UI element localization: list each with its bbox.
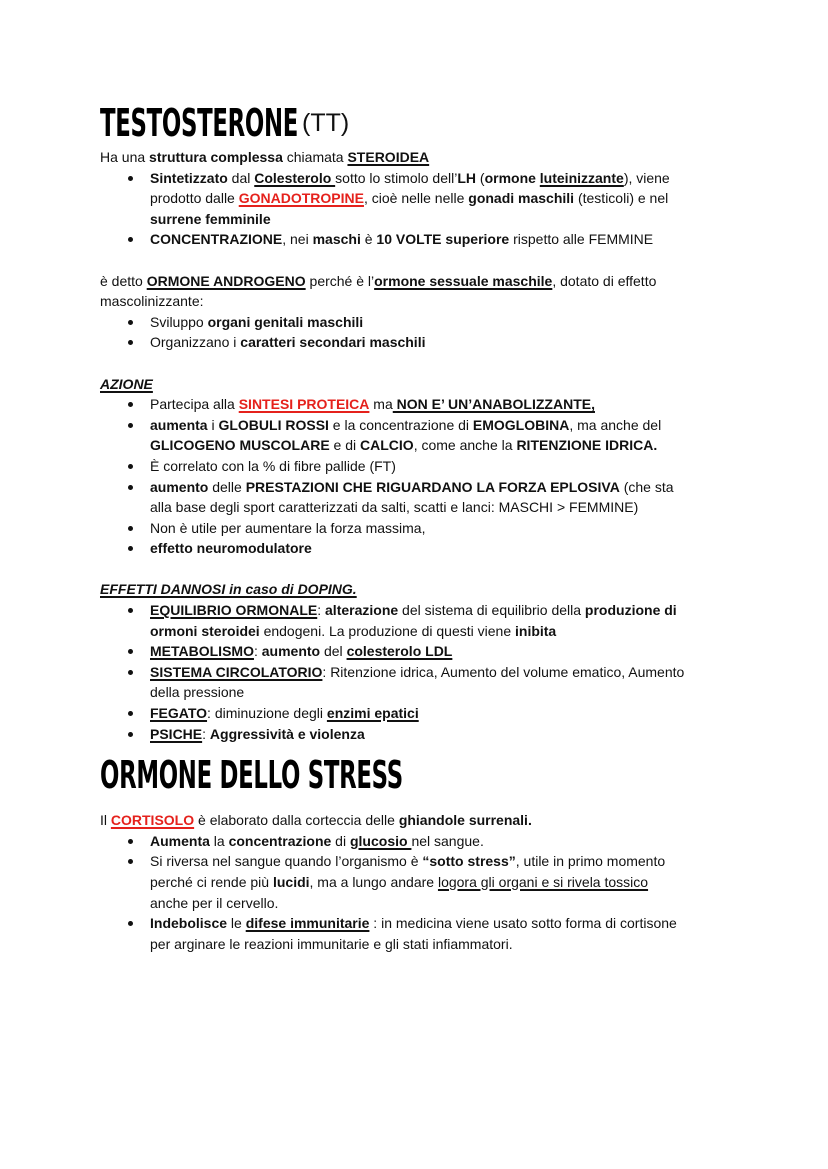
text-run: LH — [457, 169, 476, 186]
text-run: : in medicina viene usato sotto forma di cortisone — [369, 915, 677, 932]
highlighted-term: SINTESI PROTEICA — [238, 396, 370, 413]
list-item — [100, 724, 750, 745]
text-run: Aumenta — [150, 832, 210, 849]
text-run: produzione di — [584, 602, 677, 619]
text-run: difese immunitarie — [245, 915, 370, 932]
list-item — [100, 831, 750, 852]
paragraph — [100, 374, 750, 395]
text-run: GLOBULI ROSSI — [218, 416, 329, 433]
document-page — [100, 100, 750, 954]
paragraph — [100, 810, 750, 831]
text-run: concentrazione — [228, 832, 332, 849]
bullet-icon — [128, 176, 133, 181]
text-run: di — [331, 832, 350, 849]
bullet-icon — [128, 839, 133, 844]
text-run: ormone sessuale maschile — [374, 272, 553, 289]
heading-ormone-dello-stress — [100, 744, 750, 810]
text-run: Il — [100, 812, 111, 829]
text-run: RITENZIONE IDRICA. — [516, 437, 658, 454]
text-run: organi genitali maschili — [207, 313, 364, 330]
text-run: (testicoli) e nel — [574, 190, 669, 207]
list-item — [100, 641, 750, 662]
text-run: , cioè nelle nelle — [363, 190, 469, 207]
heading-sub: (TT) — [302, 109, 350, 137]
bullet-icon — [128, 608, 133, 613]
paragraph — [100, 579, 750, 600]
bullet-icon — [128, 526, 133, 531]
text-run: glucosio — [349, 832, 412, 849]
bullet-icon — [128, 423, 133, 428]
bullet-icon — [128, 649, 133, 654]
text-run: Sintetizzato — [150, 169, 228, 186]
text-run: “sotto stress” — [422, 853, 516, 870]
list-item — [100, 518, 750, 539]
text-run: , dotato di effetto — [552, 272, 657, 289]
document-body — [100, 147, 750, 954]
list-item — [100, 229, 750, 250]
bullet-icon — [128, 670, 133, 675]
text-run: è detto — [100, 272, 147, 289]
text-run: caratteri secondari maschili — [240, 334, 426, 351]
bullet-icon — [128, 237, 133, 242]
text-run: , utile in primo momento — [515, 853, 666, 870]
text-run: gonadi maschili — [468, 190, 575, 207]
text-run: EFFETTI DANNOSI in caso di DOPING. — [100, 581, 357, 598]
text-run: aumenta — [150, 416, 208, 433]
text-run: per arginare le reazioni immunitarie e gli stati infiammatori. — [150, 935, 513, 952]
text-run: Si riversa nel sangue quando l’organismo è — [150, 853, 423, 870]
text-run: NON E’ UN’ANABOLIZZANTE, — [392, 396, 595, 413]
text-run: GLICOGENO MUSCOLARE — [150, 437, 330, 454]
text-run: 10 VOLTE superiore — [376, 231, 510, 248]
text-run: surrene femminile — [150, 210, 271, 227]
text-run: : — [253, 643, 262, 660]
text-run: : Ritenzione idrica, Aumento del volume ematico, Aumento — [322, 663, 685, 680]
text-run: (che sta — [619, 478, 674, 495]
text-run: lucidi — [272, 874, 310, 890]
text-run: nel sangue. — [411, 832, 484, 849]
text-run: dal — [227, 169, 255, 186]
list-item — [100, 703, 750, 724]
bullet-icon — [128, 859, 133, 864]
text-run: EQUILIBRIO ORMONALE — [150, 602, 318, 619]
text-run: È correlato con la % di fibre pallide (FT) — [150, 457, 396, 474]
text-run: struttura complessa — [149, 149, 283, 165]
list-item — [100, 312, 750, 333]
text-run: ormone — [484, 169, 540, 186]
text-run: inibita — [515, 622, 557, 639]
text-run: è elaborato dalla corteccia delle — [194, 812, 399, 829]
text-run: del sistema di equilibrio della — [398, 602, 585, 619]
text-run: la — [209, 832, 229, 849]
text-run: le — [227, 915, 246, 932]
text-run: rispetto alle FEMMINE — [509, 231, 654, 248]
list-item — [100, 456, 750, 477]
text-run: Colesterolo — [254, 169, 336, 186]
text-run: EMOGLOBINA — [472, 416, 570, 433]
text-run: delle — [208, 478, 246, 495]
text-run: perché ci rende più — [150, 874, 273, 890]
bullet-icon — [128, 464, 133, 469]
text-run: , ma anche del — [569, 416, 662, 433]
text-run: PSICHE — [150, 725, 203, 742]
text-run: : — [317, 602, 326, 619]
bullet-icon — [128, 711, 133, 716]
bullet-icon — [128, 732, 133, 737]
paragraph — [100, 147, 750, 168]
blank-line — [100, 353, 750, 374]
bullet-icon — [128, 485, 133, 490]
text-run: ORMONE ANDROGENO — [146, 272, 306, 289]
text-run: Sviluppo — [150, 313, 208, 330]
text-run: : diminuzione degli — [207, 705, 327, 722]
text-run: ormoni steroidei — [150, 622, 260, 639]
text-run: colesterolo LDL — [346, 643, 453, 660]
highlighted-term: CORTISOLO — [110, 812, 195, 829]
list-item — [100, 851, 750, 913]
heading-main: TESTOSTERONE — [100, 101, 299, 145]
text-run: Ha una — [100, 149, 150, 165]
blank-line — [100, 250, 750, 271]
blank-line — [100, 559, 750, 580]
text-run: Partecipa alla — [150, 396, 239, 413]
bullet-icon — [128, 921, 133, 926]
text-run: del — [320, 643, 347, 660]
text-run: METABOLISMO — [150, 643, 254, 660]
text-run: ghiandole surrenali. — [398, 812, 532, 829]
list-item — [100, 600, 750, 641]
text-run: è — [360, 231, 377, 248]
bullet-icon — [128, 340, 133, 345]
list-item — [100, 168, 750, 230]
list-item — [100, 662, 750, 703]
text-run: anche per il cervello. — [150, 894, 279, 911]
heading-testosterone — [100, 100, 750, 147]
list-item — [100, 394, 750, 415]
text-run: della pressione — [150, 684, 245, 701]
text-run: CONCENTRAZIONE — [150, 231, 283, 248]
text-run: FEGATO — [150, 705, 208, 722]
heading-main: ORMONE DELLO STRESS — [100, 753, 403, 798]
text-run: : — [202, 725, 210, 742]
text-run: ( — [476, 169, 485, 186]
text-run: , come anche la — [413, 437, 517, 454]
text-run: logora gli organi e si rivela tossico — [437, 874, 649, 890]
text-run: , ma a lungo andare — [309, 874, 438, 890]
bullet-icon — [128, 320, 133, 325]
text-run: maschi — [312, 231, 361, 248]
highlighted-term: GONADOTROPINE — [238, 190, 364, 207]
text-run: alterazione — [325, 602, 399, 619]
text-run: Non è utile per aumentare la forza massima, — [150, 519, 426, 536]
text-run: perché è l’ — [305, 272, 375, 289]
text-run: i — [207, 416, 219, 433]
list-item — [100, 538, 750, 559]
bullet-icon — [128, 402, 133, 407]
text-run: ma — [369, 396, 393, 413]
paragraph — [100, 271, 750, 312]
text-run: endogeni. La produzione di questi viene — [259, 622, 515, 639]
text-run: Indebolisce — [150, 915, 228, 932]
text-run: e la concentrazione di — [328, 416, 473, 433]
list-item — [100, 415, 750, 456]
list-item — [100, 332, 750, 353]
text-run: SISTEMA CIRCOLATORIO — [150, 663, 323, 680]
text-run: PRESTAZIONI CHE RIGUARDANO LA FORZA EPLOSIVA — [245, 478, 620, 495]
text-run: ), viene — [623, 169, 670, 186]
text-run: sotto lo stimolo dell’ — [335, 169, 458, 186]
text-run: AZIONE — [100, 375, 153, 392]
text-run: enzimi epatici — [326, 705, 419, 722]
text-run: e di — [329, 437, 361, 454]
text-run: CALCIO — [360, 437, 414, 454]
text-run: effetto neuromodulatore — [150, 540, 312, 557]
text-run: luteinizzante — [539, 169, 624, 186]
text-run: Aggressività e violenza — [209, 725, 365, 742]
text-run: alla base degli sport caratterizzati da salti, scatti e lanci: MASCHI > FEMMINE) — [150, 499, 639, 516]
bullet-icon — [128, 546, 133, 551]
text-run: chiamata — [282, 149, 348, 165]
text-run: , nei — [282, 231, 313, 248]
text-run: STEROIDEA — [347, 149, 430, 165]
list-item — [100, 913, 750, 954]
text-run: prodotto dalle — [150, 190, 239, 207]
text-run: mascolinizzante: — [100, 293, 204, 310]
list-item — [100, 477, 750, 518]
text-run: aumento — [261, 643, 321, 660]
text-run: aumento — [150, 478, 209, 495]
text-run: Organizzano i — [150, 334, 241, 351]
